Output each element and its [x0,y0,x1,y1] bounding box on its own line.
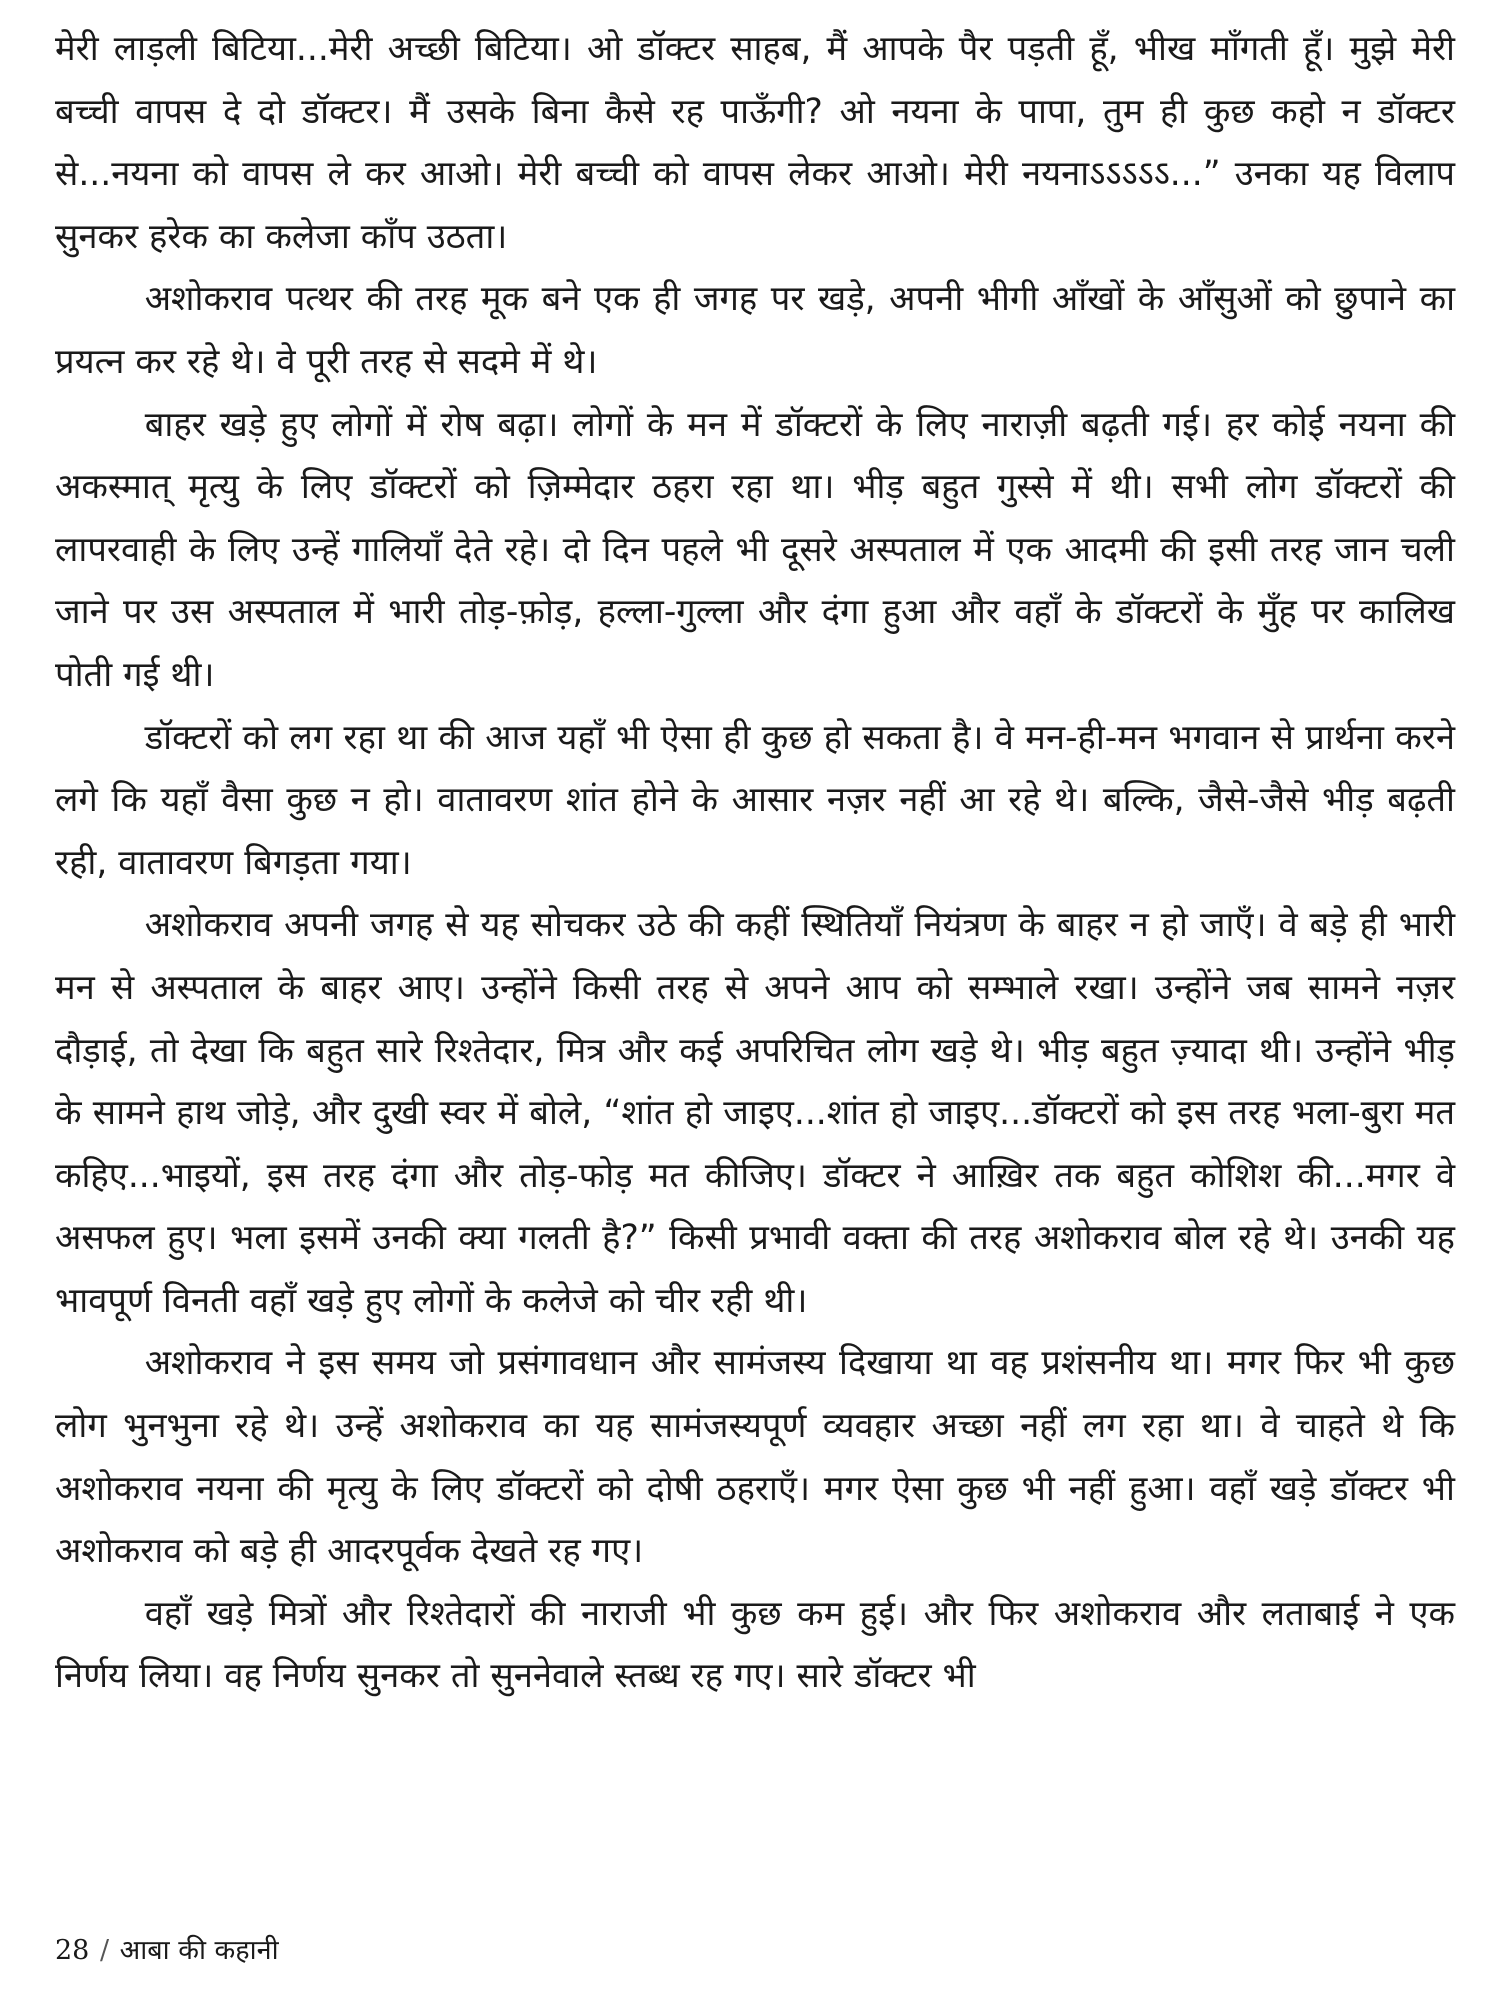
paragraph-2: अशोकराव पत्थर की तरह मूक बने एक ही जगह पर खड़े, अपनी भीगी आँखों के आँसुओं को छुपाने का प्रयत्न कर रहे थे। वे पूरी तरह से सदमे में थे। [55,279,1455,382]
paragraph-4: डॉक्टरों को लग रहा था की आज यहाँ भी ऐसा ही कुछ हो सकता है। वे मन-ही-मन भगवान से प्रार्थना करने लगे कि यहाँ वैसा कुछ न हो। वातावरण शांत होने के आसार नज़र नहीं आ रहे थे। बल्कि, जैसे-जैसे भीड़ बढ़ती रही, वातावरण बिगड़ता गया। [55,717,1455,883]
page-footer [55,1930,279,1967]
paragraph-7: वहाँ खड़े मित्रों और रिश्तेदारों की नाराजी भी कुछ कम हुई। और फिर अशोकराव और लताबाई ने एक निर्णय लिया। वह निर्णय सुनकर तो सुननेवाले स्तब्ध रह गए। सारे डॉक्टर भी [55,1593,1455,1697]
paragraph-6: अशोकराव ने इस समय जो प्रसंगावधान और सामंजस्य दिखाया था वह प्रशंसनीय था। मगर फिर भी कुछ लोग भुनभुना रहे थे। उन्हें अशोकराव का यह सामंजस्यपूर्ण व्यवहार अच्छा नहीं लग रहा था। वे चाहते थे कि अशोकराव नयना की मृत्यु के लिए डॉक्टरों को दोषी ठहराएँ। मगर ऐसा कुछ भी नहीं हुआ। वहाँ खड़े डॉक्टर भी अशोकराव को बड़े ही आदरपूर्वक देखते रह गए। [55,1343,1455,1572]
paragraph-3: बाहर खड़े हुए लोगों में रोष बढ़ा। लोगों के मन में डॉक्टरों के लिए नाराज़ी बढ़ती गई। हर कोई नयना की अकस्मात् मृत्यु के लिए डॉक्टरों को ज़िम्मेदार ठहरा रहा था। भीड़ बहुत गुस्से में थी। सभी लोग डॉक्टरों की लापरवाही के लिए उन्हें गालियाँ देते रहे। दो दिन पहले भी दूसरे अस्पताल में एक आदमी की इसी तरह जान चली जाने पर उस अस्पताल में भारी तोड़-फ़ोड़, हल्ला-गुल्ला और दंगा हुआ और वहाँ के डॉक्टरों के मुँह पर कालिख पोती गई थी। [55,404,1455,695]
paragraph-1: मेरी लाड़ली बिटिया...मेरी अच्छी बिटिया। ओ डॉक्टर साहब, मैं आपके पैर पड़ती हूँ, भीख माँगती हूँ। मुझे मेरी बच्ची वापस दे दो डॉक्टर। मैं उसके बिना कैसे रह पाऊँगी? ओ नयना के पापा, तुम ही कुछ कहो न डॉक्टर से...नयना को वापस ले कर आओ। मेरी बच्ची को वापस लेकर आओ। मेरी नयनाऽऽऽऽऽ...” उनका यह विलाप सुनकर हरेक का कलेजा काँप उठता। [55,29,1455,257]
page-number: 28 [55,1935,90,1966]
book-title: आबा की कहानी [119,1935,279,1966]
footer-separator: / [99,1935,110,1966]
book-page [55,18,1455,1978]
body-text [55,18,1455,1708]
paragraph-5: अशोकराव अपनी जगह से यह सोचकर उठे की कहीं स्थितियाँ नियंत्रण के बाहर न हो जाएँ। वे बड़े ही भारी मन से अस्पताल के बाहर आए। उन्होंने किसी तरह से अपने आप को सम्भाले रखा। उन्होंने जब सामने नज़र दौड़ाई, तो देखा कि बहुत सारे रिश्तेदार, मित्र और कई अपरिचित लोग खड़े थे। भीड़ बहुत ज़्यादा थी। उन्होंने भीड़ के सामने हाथ जोड़े, और दुखी स्वर में बोले, “शांत हो जाइए...शांत हो जाइए...डॉक्टरों को इस तरह भला-बुरा मत कहिए...भाइयों, इस तरह दंगा और तोड़-फोड़ मत कीजिए। डॉक्टर ने आख़िर तक बहुत कोशिश की...मगर वे असफल हुए। भला इसमें उनकी क्या गलती है?” किसी प्रभावी वक्ता की तरह अशोकराव बोल रहे थे। उनकी यह भावपूर्ण विनती वहाँ खड़े हुए लोगों के कलेजे को चीर रही थी। [55,905,1455,1321]
